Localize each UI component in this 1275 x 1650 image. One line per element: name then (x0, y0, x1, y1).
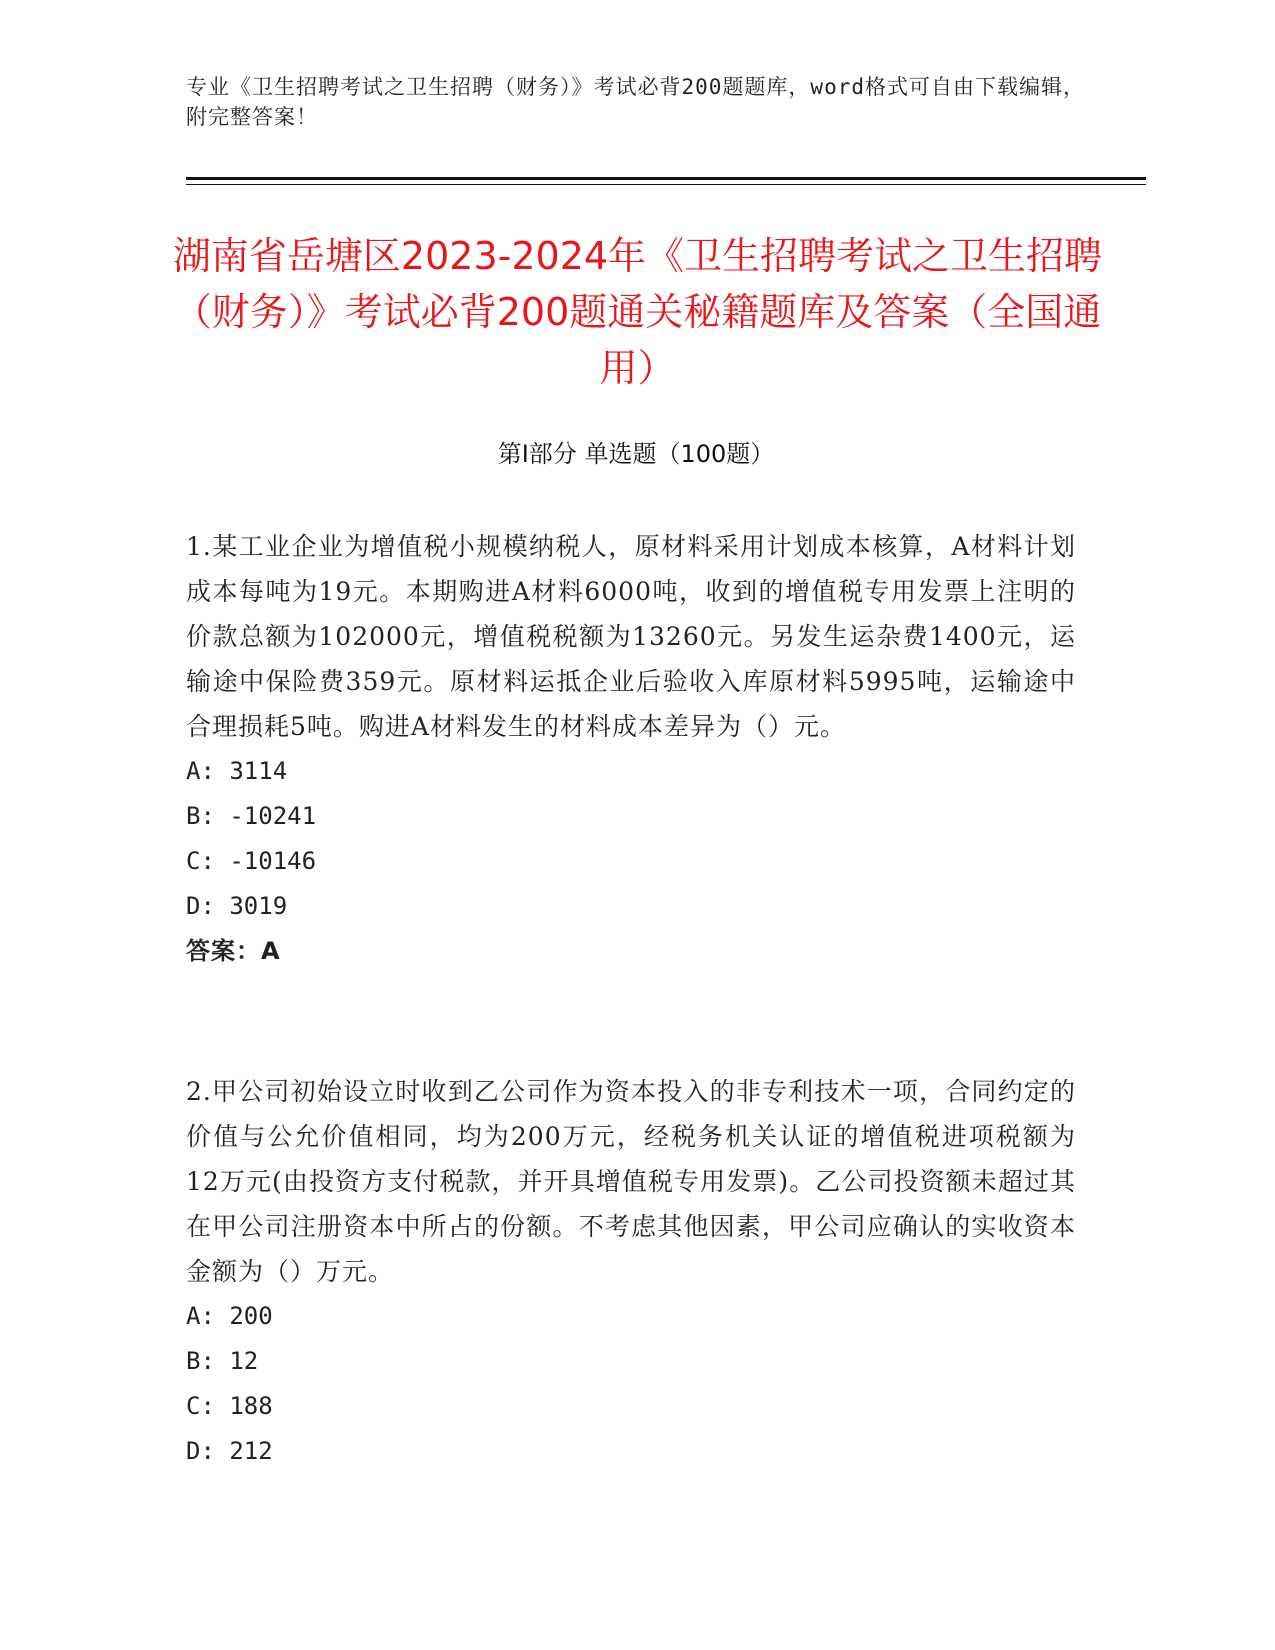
option-b: B: 12 (186, 1347, 259, 1375)
document-title: 湖南省岳塘区2023-2024年《卫生招聘考试之卫生招聘（财务）》考试必背200题通关秘籍题库及答案（全国通用） (172, 234, 1103, 390)
question-stem: 1.某工业企业为增值税小规模纳税人，原材料采用计划成本核算，A材料计划成本每吨为19元。本期购进A材料6000吨，收到的增值税专用发票上注明的价款总额为102000元，增值税税额为13260元。另发生运杂费1400元，运输途中保险费359元。原材料运抵企业后验收入库原材料5995吨，运输途中合理损耗5吨。购进A材料发生的材料成本差异为（）元。 (186, 532, 1076, 741)
option-a: A: 3114 (186, 757, 288, 785)
section-title: 第I部分 单选题（100题） (497, 440, 775, 468)
question-1 (186, 524, 1076, 974)
option-c: C: 188 (186, 1392, 273, 1420)
option-a: A: 200 (186, 1302, 273, 1330)
option-d: D: 212 (186, 1437, 273, 1465)
header-divider-thick (186, 177, 1146, 180)
answer: 答案：A (186, 937, 281, 965)
header-divider-thin (186, 184, 1146, 185)
question-2 (186, 1069, 1076, 1474)
question-stem: 2.甲公司初始设立时收到乙公司作为资本投入的非专利技术一项，合同约定的价值与公允价值相同，均为200万元，经税务机关认证的增值税进项税额为12万元(由投资方支付税款，并开具增值税专用发票)。乙公司投资额未超过其在甲公司注册资本中所占的份额。不考虑其他因素，甲公司应确认的实收资本金额为（）万元。 (186, 1077, 1076, 1286)
option-b: B: -10241 (186, 802, 317, 830)
header-note: 专业《卫生招聘考试之卫生招聘（财务）》考试必背200题题库，word格式可自由下载编辑，附完整答案！ (186, 75, 1085, 129)
option-c: C: -10146 (186, 847, 317, 875)
option-d: D: 3019 (186, 892, 288, 920)
